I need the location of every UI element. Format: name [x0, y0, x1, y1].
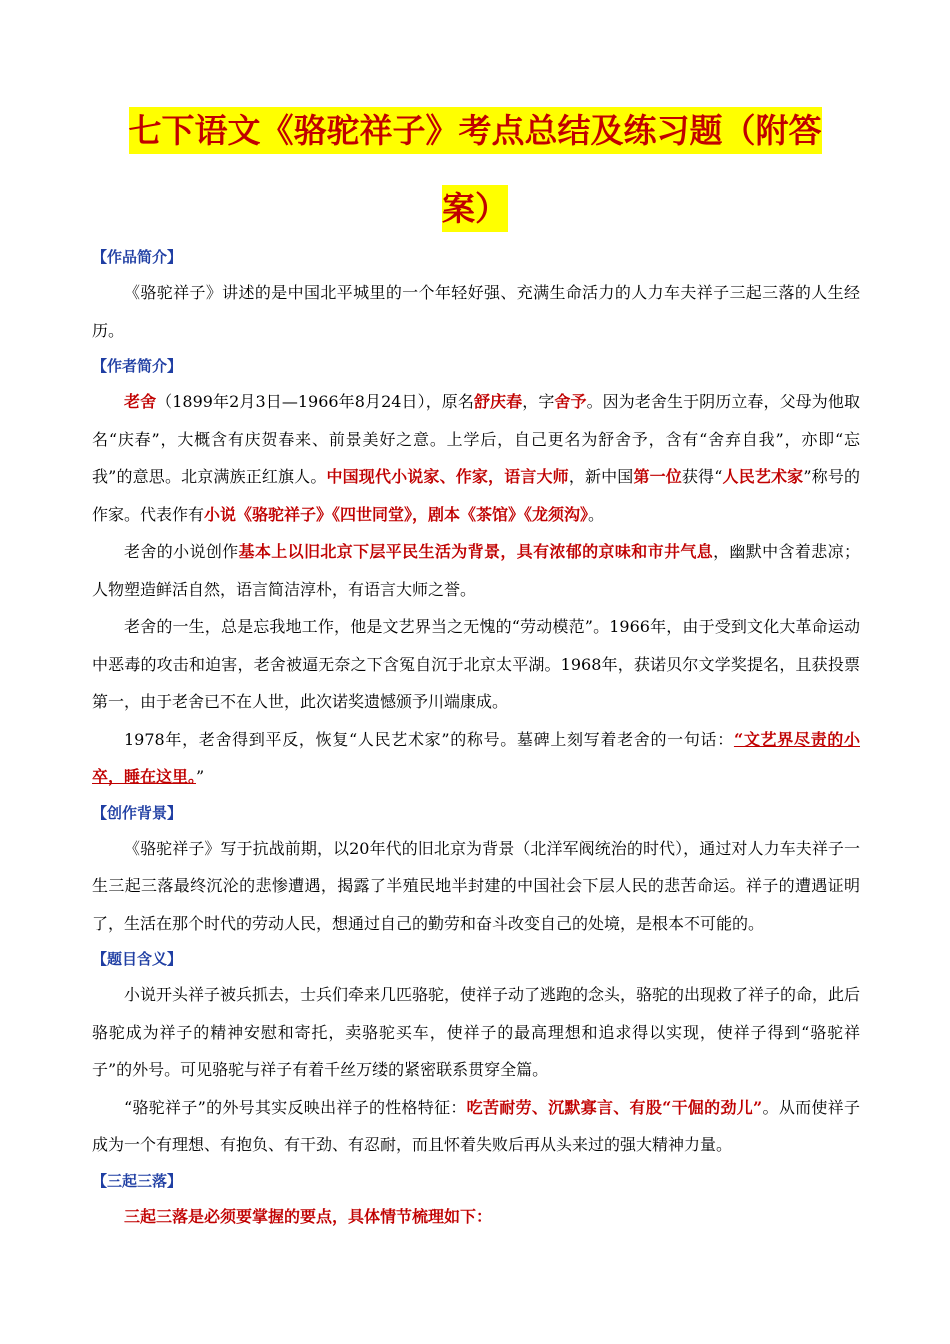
paragraph-work-intro: 《骆驼祥子》讲述的是中国北平城里的一个年轻好强、充满生命活力的人力车夫祥子三起三落的人生经历。 [92, 283, 860, 340]
character-traits: 吃苦耐劳、沉默寡言、有股“干倔的劲儿” [466, 1097, 763, 1117]
document-body [92, 240, 860, 1235]
representative-works: 小说《骆驼祥子》《四世同堂》，剧本《茶馆》《龙须沟》 [204, 504, 589, 524]
title-line-2: 案） [442, 185, 508, 232]
author-titles: 中国现代小说家、作家，语言大师 [326, 467, 569, 486]
paragraph-nickname-traits [92, 1089, 860, 1164]
text-span: ，字 [522, 392, 555, 411]
paragraph-author-bio [92, 383, 860, 533]
text-span: 。从而使祥子成为一个有理想、有抱负、有干劲、有忍耐，而且怀着失败后再从头来过的强大精神力量。 [92, 1097, 860, 1154]
paragraph-title-meaning: 小说开头祥子被兵抓去，士兵们牵来几匹骆驼，使祥子动了逃跑的念头，骆驼的出现救了祥子的命，此后骆驼成为祥子的精神安慰和寄托，卖骆驼买车，使祥子的最高理想和追求得以实现，使祥子得到“骆驼祥子”的外号。可见骆驼与祥子有着千丝万缕的紧密联系贯穿全篇。 [92, 985, 861, 1079]
document-title [60, 92, 890, 248]
heading-three-ups-downs: 【三起三落】 [92, 1171, 183, 1190]
heading-creation-background: 【创作背景】 [92, 803, 183, 822]
epitaph-quote: “文艺界尽责的小卒，睡在这里。 [92, 729, 860, 786]
heading-work-intro: 【作品简介】 [92, 248, 183, 266]
author-name: 老舍 [124, 392, 157, 411]
paragraph-author-epitaph [92, 721, 860, 796]
honor-title: 人民艺术家 [722, 467, 804, 486]
text-span: ，新中国 [568, 467, 634, 486]
paragraph-author-style [92, 533, 860, 608]
title-line-1: 七下语文《骆驼祥子》考点总结及练习题（附答 [129, 107, 822, 154]
text-span: “骆驼祥子”的外号其实反映出祥子的性格特征： [124, 1097, 467, 1117]
first-mark: 第一位 [633, 467, 682, 486]
text-span: ”称号的作家。代表作有 [92, 467, 860, 524]
paragraph-three-ups-downs: 三起三落是必须要掌握的要点，具体情节梳理如下： [124, 1206, 493, 1226]
paragraph-author-life: 老舍的一生，总是忘我地工作，他是文艺界当之无愧的“劳动模范”。1966年，由于受到文化大革命运动中恶毒的攻击和迫害，老舍被逼无奈之下含冤自沉于北京太平湖。1968年，获诺贝尔文学奖提名，且获投票第一，由于老舍已不在人世，此次诺奖遗憾颁予川端康成。 [92, 617, 860, 711]
original-name: 舒庆春 [473, 392, 523, 411]
heading-author-intro: 【作者简介】 [92, 357, 183, 375]
text-span: 老舍的小说创作 [124, 542, 239, 561]
text-span: （1899年2月3日—1966年8月24日），原名 [156, 392, 474, 411]
style-highlight: 基本上以旧北京下层平民生活为背景，具有浓郁的京味和市井气息 [238, 542, 714, 561]
text-span: 1978年，老舍得到平反，恢复“人民艺术家”的称号。墓碑上刻写着老舍的一句话： [124, 729, 734, 749]
text-span: 。 [588, 504, 605, 524]
text-span: 。因为老舍生于阴历立春，父母为他取名“庆春”，大概含有庆贺春来、前景美好之意。上学后，自己更名为舒舍予，含有“舍弃自我”，亦即“忘我”的意思。北京满族正红旗人。 [92, 392, 860, 486]
text-span: ，幽默中含着悲凉；人物塑造鲜活自然，语言简洁淳朴，有语言大师之誉。 [92, 542, 860, 599]
text-span: 获得“ [681, 467, 723, 486]
courtesy-name: 舍予 [554, 392, 587, 411]
heading-title-meaning: 【题目含义】 [92, 950, 183, 968]
text-span: ” [196, 767, 205, 786]
paragraph-creation-background: 《骆驼祥子》写于抗战前期，以20年代的旧北京为背景（北洋军阀统治的时代），通过对人力车夫祥子一生三起三落最终沉沦的悲惨遭遇，揭露了半殖民地半封建的中国社会下层人民的悲苦命运。祥子的遭遇证明了，生活在那个时代的劳动人民，想通过自己的勤劳和奋斗改变自己的处境，是根本不可能的。 [92, 838, 860, 933]
